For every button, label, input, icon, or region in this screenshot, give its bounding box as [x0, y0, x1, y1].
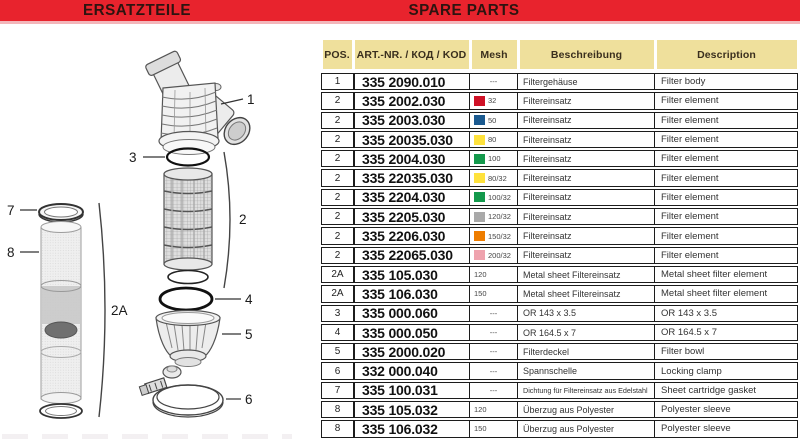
- art-cell: 335 2002.030: [353, 93, 469, 108]
- en-cell: Filter element: [654, 190, 797, 205]
- art-cell: 335 106.032: [353, 421, 469, 436]
- art-cell: 335 105.032: [353, 402, 469, 417]
- mesh-label: 120/32: [488, 212, 511, 222]
- mesh-label: 50: [488, 115, 497, 125]
- art-cell: 335 100.031: [353, 383, 469, 398]
- table-row: [321, 420, 798, 437]
- art-cell: 335 000.060: [353, 306, 469, 321]
- table-row: [321, 401, 798, 418]
- en-cell: Filter element: [654, 209, 797, 224]
- table-row: [321, 208, 798, 225]
- table-row: [321, 189, 798, 206]
- callout-4: 4: [245, 292, 253, 307]
- mesh-label: ---: [489, 366, 498, 376]
- callout-7: 7: [7, 203, 15, 218]
- mesh-cell: [469, 363, 517, 378]
- mesh-label: ---: [489, 308, 498, 318]
- art-cell: 335 2205.030: [353, 209, 469, 224]
- en-cell: Filter bowl: [654, 344, 797, 359]
- pos-cell: 2: [334, 134, 341, 146]
- table-row: [321, 73, 798, 90]
- mesh-cell: [469, 132, 517, 147]
- filter-element-drawing: [164, 168, 212, 284]
- mesh-label: 120: [474, 405, 487, 415]
- pos-cell: 5: [334, 346, 341, 358]
- mesh-label: 80: [488, 135, 497, 145]
- art-cell: 335 2204.030: [353, 190, 469, 205]
- mesh-color-swatch: [474, 250, 485, 260]
- art-cell: 335 2206.030: [353, 228, 469, 243]
- gasket-ring-drawing: [39, 204, 83, 222]
- header-description: Description: [655, 40, 798, 69]
- table-row: [321, 112, 798, 129]
- table-row: [321, 266, 798, 283]
- pos-cell: 2A: [331, 269, 344, 281]
- de-cell: Metal sheet Filtereinsatz: [517, 286, 654, 301]
- en-cell: Filter element: [654, 113, 797, 128]
- de-cell: Spannschelle: [517, 363, 654, 378]
- en-cell: Metal sheet filter element: [654, 267, 797, 282]
- pos-cell: 4: [334, 327, 341, 338]
- callout-2a: 2A: [111, 303, 128, 318]
- mesh-label: 150: [474, 424, 487, 434]
- mesh-cell: [469, 325, 517, 340]
- de-cell: Filtereinsatz: [517, 93, 654, 108]
- mesh-color-swatch: [474, 115, 485, 125]
- art-cell: 335 2004.030: [353, 151, 469, 166]
- mesh-cell: [469, 170, 517, 185]
- en-cell: Polyester sleeve: [654, 421, 797, 436]
- mesh-label: 32: [488, 96, 497, 106]
- callout-1: 1: [247, 92, 255, 107]
- table-row: [321, 285, 798, 302]
- mesh-cell: [469, 344, 517, 359]
- art-cell: 335 2000.020: [353, 344, 469, 359]
- header-art-nr: ART.-NR. / КОД / KOD: [353, 40, 470, 69]
- en-cell: OR 143 x 3.5: [654, 306, 797, 321]
- pos-cell: 2: [334, 230, 341, 242]
- art-cell: 335 20035.030: [353, 132, 469, 147]
- en-cell: Polyester sleeve: [654, 402, 797, 417]
- en-cell: Locking clamp: [654, 363, 797, 378]
- mesh-label: 150/32: [488, 231, 511, 241]
- mesh-cell: [469, 228, 517, 243]
- mesh-color-swatch: [474, 154, 485, 164]
- de-cell: Filtereinsatz: [517, 170, 654, 185]
- en-cell: Filter element: [654, 170, 797, 185]
- mesh-cell: [469, 421, 517, 436]
- header-pos: POS.: [321, 40, 353, 69]
- mesh-cell: [469, 74, 517, 89]
- table-row: [321, 131, 798, 148]
- table-row: [321, 92, 798, 109]
- en-cell: Filter body: [654, 74, 797, 89]
- mesh-cell: [469, 151, 517, 166]
- pos-cell: 1: [334, 76, 341, 88]
- mesh-color-swatch: [474, 212, 485, 222]
- pos-cell: 2: [334, 95, 341, 107]
- bracket-2: [224, 152, 230, 288]
- de-cell: Filtereinsatz: [517, 209, 654, 224]
- de-cell: Filtergehäuse: [517, 74, 654, 89]
- pos-cell: 2: [334, 114, 341, 126]
- filter-body-drawing: [145, 50, 255, 154]
- filter-exploded-diagram: [0, 28, 318, 440]
- top-banner: [0, 0, 800, 24]
- o-ring-4-drawing: [160, 288, 212, 310]
- table-body: [321, 73, 798, 440]
- table-header: [321, 40, 798, 69]
- mesh-label: ---: [489, 328, 498, 337]
- de-cell: Filtereinsatz: [517, 132, 654, 147]
- mesh-label: 150: [474, 289, 487, 299]
- de-cell: Metal sheet Filtereinsatz: [517, 267, 654, 282]
- en-cell: OR 164.5 x 7: [654, 325, 797, 340]
- callout-5: 5: [245, 327, 253, 342]
- pos-cell: 2A: [331, 288, 344, 300]
- art-cell: 335 22035.030: [353, 170, 469, 185]
- art-cell: 335 105.030: [353, 267, 469, 282]
- de-cell: Überzug aus Polyester: [517, 402, 654, 417]
- de-cell: Filtereinsatz: [517, 248, 654, 263]
- mesh-cell: [469, 113, 517, 128]
- table-row: [321, 362, 798, 379]
- pos-cell: 8: [334, 404, 341, 416]
- mesh-label: 100/32: [488, 192, 511, 202]
- cutoff-text-strip: [2, 434, 292, 439]
- mesh-label: 100: [488, 154, 501, 164]
- mesh-label: 120: [474, 270, 487, 280]
- art-cell: 335 2090.010: [353, 74, 469, 89]
- de-cell: Filtereinsatz: [517, 113, 654, 128]
- table-row: [321, 169, 798, 186]
- pos-cell: 2: [334, 153, 341, 165]
- header-beschreibung: Beschreibung: [518, 40, 655, 69]
- mesh-label: ---: [489, 385, 498, 395]
- table-row: [321, 305, 798, 322]
- en-cell: Sheet cartridge gasket: [654, 383, 797, 398]
- mesh-cell: [469, 383, 517, 398]
- title-english: SPARE PARTS: [408, 2, 520, 19]
- mesh-cell: [469, 267, 517, 282]
- mesh-color-swatch: [474, 231, 485, 241]
- art-cell: 335 000.050: [353, 325, 469, 340]
- mesh-color-swatch: [474, 96, 485, 106]
- de-cell: Filtereinsatz: [517, 228, 654, 243]
- pos-cell: 2: [334, 172, 341, 184]
- header-mesh: Mesh: [470, 40, 518, 69]
- table-row: [321, 382, 798, 399]
- title-german: ERSATZTEILE: [83, 2, 191, 19]
- table-row: [321, 324, 798, 341]
- mesh-color-swatch: [474, 173, 485, 183]
- mesh-cell: [469, 402, 517, 417]
- en-cell: Filter element: [654, 132, 797, 147]
- pos-cell: 3: [334, 307, 341, 319]
- callout-6: 6: [245, 392, 253, 407]
- pos-cell: 2: [334, 191, 341, 203]
- art-cell: 335 2003.030: [353, 113, 469, 128]
- leader-1: [221, 99, 243, 104]
- table-row: [321, 247, 798, 264]
- pos-cell: 2: [334, 211, 341, 223]
- en-cell: Filter element: [654, 248, 797, 263]
- callout-3: 3: [129, 150, 137, 165]
- mesh-label: 200/32: [488, 250, 511, 260]
- mesh-cell: [469, 209, 517, 224]
- de-cell: OR 143 x 3.5: [517, 306, 654, 321]
- table-row: [321, 227, 798, 244]
- de-cell: Dichtung für Filtereinsatz aus Edelstahl: [517, 383, 654, 398]
- de-cell: Filtereinsatz: [517, 190, 654, 205]
- art-cell: 335 22065.030: [353, 248, 469, 263]
- polyester-sleeve-drawing: [40, 222, 82, 419]
- en-cell: Filter element: [654, 151, 797, 166]
- mesh-cell: [469, 190, 517, 205]
- filter-bowl-drawing: [156, 311, 220, 379]
- pos-cell: 8: [334, 423, 341, 435]
- mesh-color-swatch: [474, 192, 485, 202]
- callout-8: 8: [7, 245, 15, 260]
- mesh-cell: [469, 248, 517, 263]
- en-cell: Filter element: [654, 93, 797, 108]
- pos-cell: 7: [334, 384, 341, 396]
- art-cell: 335 106.030: [353, 286, 469, 301]
- mesh-label: ---: [489, 77, 498, 87]
- pos-cell: 6: [334, 365, 341, 377]
- pos-cell: 2: [334, 249, 341, 261]
- mesh-cell: [469, 93, 517, 108]
- de-cell: Überzug aus Polyester: [517, 421, 654, 436]
- mesh-color-swatch: [474, 135, 485, 145]
- mesh-cell: [469, 286, 517, 301]
- de-cell: Filtereinsatz: [517, 151, 654, 166]
- table-row: [321, 343, 798, 360]
- mesh-cell: [469, 306, 517, 321]
- locking-clamp-drawing: [139, 378, 223, 417]
- table-row: [321, 150, 798, 167]
- callout-2: 2: [239, 212, 247, 227]
- en-cell: Metal sheet filter element: [654, 286, 797, 301]
- en-cell: Filter element: [654, 228, 797, 243]
- bracket-2a: [99, 203, 105, 417]
- art-cell: 332 000.040: [353, 363, 469, 378]
- mesh-label: ---: [489, 347, 498, 357]
- de-cell: OR 164.5 x 7: [517, 325, 654, 340]
- de-cell: Filterdeckel: [517, 344, 654, 359]
- mesh-label: 80/32: [488, 173, 507, 183]
